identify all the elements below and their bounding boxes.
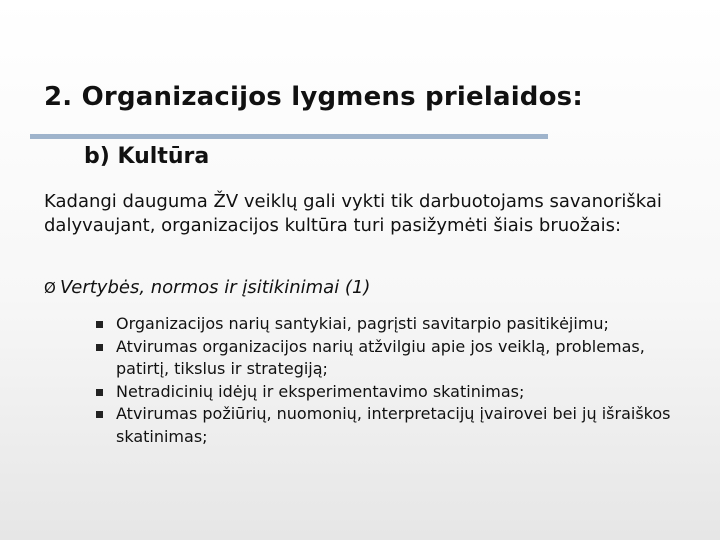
bullet-item (96, 381, 696, 404)
slide-subtitle: b) Kultūra (84, 144, 210, 169)
bullet-text: Organizacijos narių santykiai, pagrįsti savitarpio pasitikėjimu; (116, 314, 609, 333)
slide-title: 2. Organizacijos lygmens prielaidos: (44, 82, 583, 112)
square-bullet-icon (96, 321, 103, 328)
bullet-item (96, 403, 696, 448)
title-underline (30, 134, 548, 139)
arrow-bullet-icon: Ø (44, 279, 56, 297)
square-bullet-icon (96, 411, 103, 418)
bullet-text: Atvirumas organizacijos narių atžvilgiu apie jos veiklą, problemas, patirtį, tikslus ir strategiją; (116, 336, 645, 378)
bullet-item (96, 336, 696, 381)
bullet-text: Netradicinių idėjų ir eksperimentavimo skatinimas; (116, 381, 525, 401)
bullet-text: Atvirumas požiūrių, nuomonių, interpretacijų įvairovei bei jų išraiškos skatinimas; (116, 404, 671, 446)
bullet-item (96, 313, 696, 336)
square-bullet-icon (96, 344, 103, 351)
intro-paragraph: Kadangi dauguma ŽV veiklų gali vykti tik darbuotojams savanoriškai dalyvaujant, organizacijos kultūra turi pasižymėti šiais bruožais: (44, 191, 662, 236)
main-point (44, 276, 370, 300)
bullet-list (96, 313, 696, 448)
main-point-text: Vertybės, normos ir įsitikinimai (1) (60, 277, 371, 298)
square-bullet-icon (96, 389, 103, 396)
